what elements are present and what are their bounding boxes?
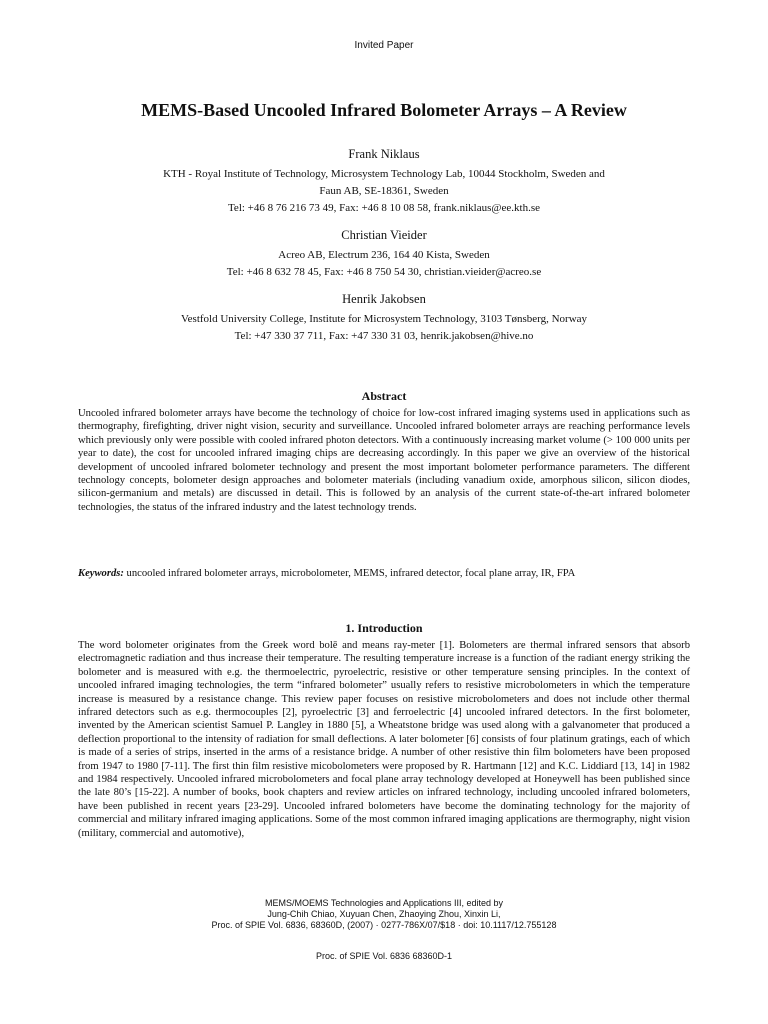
author-entry: [0, 146, 768, 217]
header-label: Invited Paper: [354, 40, 414, 51]
author-contact: Tel: +46 8 632 78 45, Fax: +46 8 750 54 30, christian.vieider@acreo.se: [226, 266, 542, 278]
author-contact: Tel: +46 8 76 216 73 49, Fax: +46 8 10 08 58, frank.niklaus@ee.kth.se: [227, 202, 540, 214]
author-name: Frank Niklaus: [348, 147, 420, 161]
keywords-label: Keywords:: [78, 568, 124, 579]
publication-line: Jung-Chih Chiao, Xuyuan Chen, Zhaoying Zhou, Xinxin Li,: [267, 909, 501, 919]
author-affiliation: Acreo AB, Electrum 236, 164 40 Kista, Sweden: [278, 249, 490, 261]
publication-line: MEMS/MOEMS Technologies and Applications III, edited by: [265, 898, 503, 908]
abstract-text: Uncooled infrared bolometer arrays have become the technology of choice for low-cost infrared imaging systems used in applications such as thermography, firefighting, driver night vision, security and surveillance. Uncooled infrared bolometer arrays are reaching performance levels which previously only were possible with cooled infrared photon detectors. With a continuously increasing market volume (> 100 000 units per year to date), the cost for uncooled infrared imaging chips are decreasing accordingly. In this paper we give an overview of the historical development of uncooled infrared bolometer technology and present the most important bolometer performance parameters. The different technology concepts, bolometer design approaches and bolometer materials (including vanadium oxide, amorphous silicon, silicon diodes, silicon-germanium and metals) are discussed in detail. This is followed by an analysis of the current state-of-the-art infrared bolometer technologies, the status of the infrared industry and the latest technology trends.: [78, 408, 690, 513]
author-affiliation: Vestfold University College, Institute for Microsystem Technology, 3103 Tønsberg, Norway: [180, 313, 588, 325]
author-affiliation: Faun AB, SE-18361, Sweden: [319, 185, 449, 197]
paper-title: MEMS-Based Uncooled Infrared Bolometer Arrays – A Review: [141, 100, 627, 120]
author-contact: Tel: +47 330 37 711, Fax: +47 330 31 03, henrik.jakobsen@hive.no: [234, 330, 534, 342]
keywords: [78, 567, 690, 580]
keywords-text: uncooled infrared bolometer arrays, microbolometer, MEMS, infrared detector, focal plane array, IR, FPA: [123, 568, 576, 579]
author-entry: [0, 227, 768, 281]
author-entry: [0, 291, 768, 345]
introduction-text: The word bolometer originates from the Greek word bolē and means ray-meter [1]. Bolometers are thermal infrared sensors that absorb electromagnetic radiation and thus increase their temperature. The resulting temperature increase is a function of the radiant energy striking the bolometer and is measured with e.g. the thermoelectric, pyroelectric, resistive or other temperature sensing principles. In the context of uncooled infrared imaging technologies, the term “infrared bolometer” usually refers to resistive microbolometers in which the temperature increase is measured by a resistance change. This review paper focuses on resistive microbolometers and does not include other thermal infrared detectors such as e.g. thermocouples [2], pyroelectric [3] and ferroelectric [4] uncooled infrared detectors. In the first bolometer, invented by the American scientist Samuel P. Langley in 1880 [5], a Wheatstone bridge was used along with a galvanometer that produced a deflection proportional to the intensity of radiation for small deflections. A later bolometer [6] consists of four platinum gratings, each of which is made of a series of strips, inserted in the arms of a resistance bridge. A number of other resistive thin film bolometers have been proposed from 1947 to 1980 [7-11]. The first thin film resistive micobolometers were proposed by R. Hartmann [12] and K.C. Liddiard [13, 14] in 1982 and 1984 respectively. Uncooled infrared microbolometers and focal plane array technology developed at Honeywell has been published since the late 80’s [15-22]. A number of books, book chapters and review articles on infrared technology, including uncooled infrared bolometers, have been published in recent years [23-29]. Uncooled infrared bolometers have become the dominating technology for the majority of commercial and military infrared imaging applications. Some of the most common infrared imaging applications are thermography, night vision (military, commercial and automotive),: [78, 640, 690, 839]
introduction-heading: 1. Introduction: [345, 621, 423, 635]
author-name: Henrik Jakobsen: [342, 292, 426, 306]
page-number-footer: Proc. of SPIE Vol. 6836 68360D-1: [315, 951, 453, 961]
author-block: [0, 146, 768, 353]
publication-line: Proc. of SPIE Vol. 6836, 68360D, (2007) · 0277-786X/07/$18 · doi: 10.1117/12.755128: [211, 920, 557, 930]
abstract-heading: Abstract: [361, 389, 407, 403]
author-affiliation: KTH - Royal Institute of Technology, Microsystem Technology Lab, 10044 Stockholm, Sweden and: [163, 168, 605, 180]
author-name: Christian Vieider: [341, 228, 427, 242]
publication-info: [0, 898, 768, 931]
